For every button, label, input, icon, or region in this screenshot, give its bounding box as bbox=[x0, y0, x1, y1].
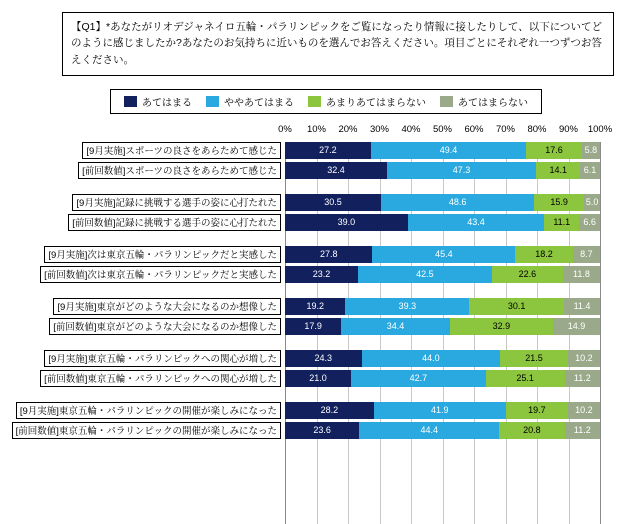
x-tick-label: 50% bbox=[432, 124, 453, 135]
question-text: 【Q1】*あなたがリオデジャネイロ五輪・パラリンピックをご覧になったり情報に接したりして、以下についてどのように感じましたか?あなたのお気持ちに近いものを選んでお答えください。項目ごとにそれぞれ一つずつお答えください。 bbox=[62, 12, 614, 76]
bar-segment bbox=[285, 402, 374, 419]
row-label: [前回数値]東京五輪・パラリンピックへの関心が増した bbox=[40, 370, 281, 387]
chart-row bbox=[53, 318, 600, 335]
bar-segment bbox=[285, 422, 359, 439]
bar-segment bbox=[526, 142, 581, 159]
x-tick-label: 10% bbox=[306, 124, 327, 135]
bar-segment bbox=[341, 318, 449, 335]
bar-segment bbox=[359, 422, 499, 439]
legend-item bbox=[308, 94, 426, 109]
bar-value-label: 25.1 bbox=[516, 373, 534, 383]
bar-segment bbox=[285, 298, 345, 315]
bar-value-label: 11.4 bbox=[573, 301, 591, 311]
bar-value-label: 39.3 bbox=[398, 301, 417, 311]
bar-value-label: 21.5 bbox=[525, 353, 543, 363]
bar-value-label: 18.2 bbox=[535, 249, 553, 259]
bar-segment bbox=[285, 142, 371, 159]
chart-row bbox=[82, 162, 600, 179]
bar-segment bbox=[469, 298, 564, 315]
bar-track bbox=[285, 370, 600, 387]
bar-value-label: 44.4 bbox=[420, 425, 439, 435]
bar-segment bbox=[450, 318, 554, 335]
bar-value-label: 42.5 bbox=[416, 269, 434, 279]
bar-value-label: 11.2 bbox=[573, 425, 591, 435]
bar-segment bbox=[387, 162, 536, 179]
bar-segment bbox=[534, 194, 584, 211]
bar-segment bbox=[582, 142, 600, 159]
chart-legend bbox=[110, 89, 542, 114]
legend-item bbox=[124, 94, 192, 109]
legend-item bbox=[206, 94, 294, 109]
bar-segment bbox=[492, 266, 563, 283]
bar-value-label: 49.4 bbox=[439, 145, 458, 155]
legend-swatch-1 bbox=[206, 96, 219, 107]
bar-value-label: 27.2 bbox=[319, 145, 337, 155]
legend-swatch-3 bbox=[440, 96, 453, 107]
stacked-bar-chart bbox=[0, 122, 640, 524]
bar-value-label: 17.6 bbox=[545, 145, 563, 155]
plot-area bbox=[15, 142, 600, 524]
bar-segment bbox=[285, 162, 387, 179]
x-axis-tick-labels bbox=[278, 122, 613, 142]
row-label: [9月実施]次は東京五輪・パラリンピックだと実感した bbox=[44, 246, 281, 263]
bar-segment bbox=[371, 142, 527, 159]
x-tick-label: 40% bbox=[401, 124, 421, 135]
legend-label-2: あまりあてはまらない bbox=[326, 98, 426, 109]
bar-segment bbox=[580, 162, 599, 179]
bar-value-label: 8.7 bbox=[580, 249, 593, 259]
x-tick-label: 60% bbox=[464, 124, 484, 135]
bar-segment bbox=[285, 246, 372, 263]
bar-value-label: 21.0 bbox=[309, 373, 327, 383]
chart-row bbox=[19, 402, 600, 419]
bar-segment bbox=[584, 194, 600, 211]
bar-segment bbox=[285, 370, 351, 387]
bar-track bbox=[285, 214, 600, 231]
bar-segment bbox=[285, 266, 358, 283]
row-label: [9月実施]スポーツの良さをあらためて感じた bbox=[82, 142, 281, 159]
bar-value-label: 6.1 bbox=[583, 165, 597, 175]
bar-value-label: 5.0 bbox=[585, 197, 599, 207]
row-label: [前回数値]次は東京五輪・パラリンピックだと実感した bbox=[40, 266, 281, 283]
x-tick-label: 90% bbox=[558, 124, 579, 135]
bar-segment bbox=[565, 422, 600, 439]
bar-track bbox=[285, 194, 600, 211]
bar-track bbox=[285, 402, 600, 419]
bar-segment bbox=[564, 298, 600, 315]
chart-row bbox=[44, 266, 600, 283]
bar-segment bbox=[408, 214, 545, 231]
bar-value-label: 11.2 bbox=[573, 373, 591, 383]
bar-value-label: 15.9 bbox=[550, 197, 568, 207]
x-tick-label: 0% bbox=[278, 124, 292, 135]
bar-track bbox=[285, 142, 600, 159]
bar-value-label: 20.8 bbox=[523, 425, 541, 435]
bar-value-label: 11.1 bbox=[553, 217, 571, 227]
legend-label-0: あてはまる bbox=[142, 98, 192, 109]
bar-track bbox=[285, 350, 600, 367]
bar-value-label: 45.4 bbox=[435, 249, 453, 259]
x-tick-label: 70% bbox=[495, 124, 516, 135]
bar-value-label: 10.2 bbox=[575, 353, 593, 363]
chart-row bbox=[57, 298, 600, 315]
row-label: [9月実施]記録に挑戦する選手の姿に心打たれた bbox=[72, 194, 281, 211]
row-label: [前回数値]東京がどのような大会になるのか想像した bbox=[49, 318, 281, 335]
bar-value-label: 27.8 bbox=[319, 249, 338, 259]
bar-segment bbox=[374, 402, 506, 419]
chart-row bbox=[48, 350, 600, 367]
row-label: [前回数値]東京五輪・パラリンピックの開催が楽しみになった bbox=[12, 422, 281, 439]
legend-swatch-2 bbox=[308, 96, 321, 107]
chart-row bbox=[86, 142, 600, 159]
x-tick-label: 20% bbox=[338, 124, 358, 135]
bar-segment bbox=[285, 318, 341, 335]
bar-value-label: 14.9 bbox=[567, 321, 586, 331]
row-label: [9月実施]東京五輪・パラリンピックの開催が楽しみになった bbox=[16, 402, 281, 419]
bar-value-label: 17.9 bbox=[304, 321, 322, 331]
bar-segment bbox=[563, 266, 600, 283]
bar-track bbox=[285, 318, 600, 335]
chart-row bbox=[76, 194, 600, 211]
bar-value-label: 19.7 bbox=[528, 405, 546, 415]
bar-value-label: 6.6 bbox=[583, 217, 596, 227]
bar-segment bbox=[285, 194, 381, 211]
bar-track bbox=[285, 298, 600, 315]
bar-segment bbox=[362, 350, 501, 367]
bar-segment bbox=[499, 422, 565, 439]
bar-segment bbox=[285, 214, 408, 231]
bar-value-label: 48.6 bbox=[448, 197, 467, 207]
bar-segment bbox=[381, 194, 534, 211]
row-label: [9月実施]東京がどのような大会になるのか想像した bbox=[53, 298, 281, 315]
bar-segment bbox=[544, 214, 579, 231]
bar-track bbox=[285, 266, 600, 283]
bar-track bbox=[285, 246, 600, 263]
gridline bbox=[600, 142, 601, 524]
bar-segment bbox=[568, 402, 600, 419]
bar-value-label: 19.2 bbox=[306, 301, 324, 311]
bar-value-label: 22.6 bbox=[518, 269, 537, 279]
bar-segment bbox=[579, 214, 600, 231]
bar-value-label: 14.1 bbox=[549, 165, 567, 175]
legend-label-3: あてはまらない bbox=[458, 98, 528, 109]
chart-row bbox=[44, 370, 600, 387]
bar-segment bbox=[358, 266, 492, 283]
bar-value-label: 41.9 bbox=[431, 405, 449, 415]
bar-value-label: 23.6 bbox=[313, 425, 331, 435]
legend-label-1: ややあてはまる bbox=[224, 98, 294, 109]
chart-row bbox=[72, 214, 600, 231]
bar-segment bbox=[351, 370, 486, 387]
bar-value-label: 30.5 bbox=[324, 197, 342, 207]
row-label: [9月実施]東京五輪・パラリンピックへの関心が増した bbox=[44, 350, 281, 367]
bar-value-label: 5.8 bbox=[584, 145, 598, 155]
bar-segment bbox=[506, 402, 568, 419]
x-tick-label: 30% bbox=[369, 124, 390, 135]
bar-value-label: 42.7 bbox=[409, 373, 428, 383]
bar-value-label: 28.2 bbox=[320, 405, 339, 415]
x-tick-label: 80% bbox=[527, 124, 547, 135]
x-tick-label: 100% bbox=[587, 124, 613, 135]
bar-value-label: 11.8 bbox=[573, 269, 590, 279]
legend-swatch-0 bbox=[124, 96, 137, 107]
bar-value-label: 43.4 bbox=[467, 217, 485, 227]
bar-value-label: 39.0 bbox=[337, 217, 356, 227]
bar-segment bbox=[515, 246, 572, 263]
bar-value-label: 24.3 bbox=[314, 353, 333, 363]
bar-segment bbox=[573, 246, 600, 263]
bar-value-label: 47.3 bbox=[452, 165, 471, 175]
chart-row bbox=[48, 246, 600, 263]
bar-segment bbox=[553, 318, 600, 335]
bar-track bbox=[285, 162, 600, 179]
bar-value-label: 32.4 bbox=[327, 165, 345, 175]
bar-segment bbox=[536, 162, 580, 179]
bar-segment bbox=[285, 350, 362, 367]
bar-segment bbox=[486, 370, 565, 387]
bar-value-label: 23.2 bbox=[312, 269, 331, 279]
bar-segment bbox=[372, 246, 515, 263]
bar-value-label: 30.1 bbox=[507, 301, 526, 311]
bar-value-label: 44.0 bbox=[422, 353, 440, 363]
bar-segment bbox=[345, 298, 469, 315]
bar-value-label: 32.9 bbox=[492, 321, 511, 331]
bar-value-label: 10.2 bbox=[575, 405, 593, 415]
row-label: [前回数値]スポーツの良さをあらためて感じた bbox=[78, 162, 281, 179]
bar-track bbox=[285, 422, 600, 439]
legend-item bbox=[440, 94, 528, 109]
bar-value-label: 34.4 bbox=[386, 321, 405, 331]
bar-segment bbox=[565, 370, 600, 387]
bar-segment bbox=[500, 350, 568, 367]
bar-segment bbox=[568, 350, 600, 367]
chart-row bbox=[15, 422, 600, 439]
row-label: [前回数値]記録に挑戦する選手の姿に心打たれた bbox=[68, 214, 281, 231]
